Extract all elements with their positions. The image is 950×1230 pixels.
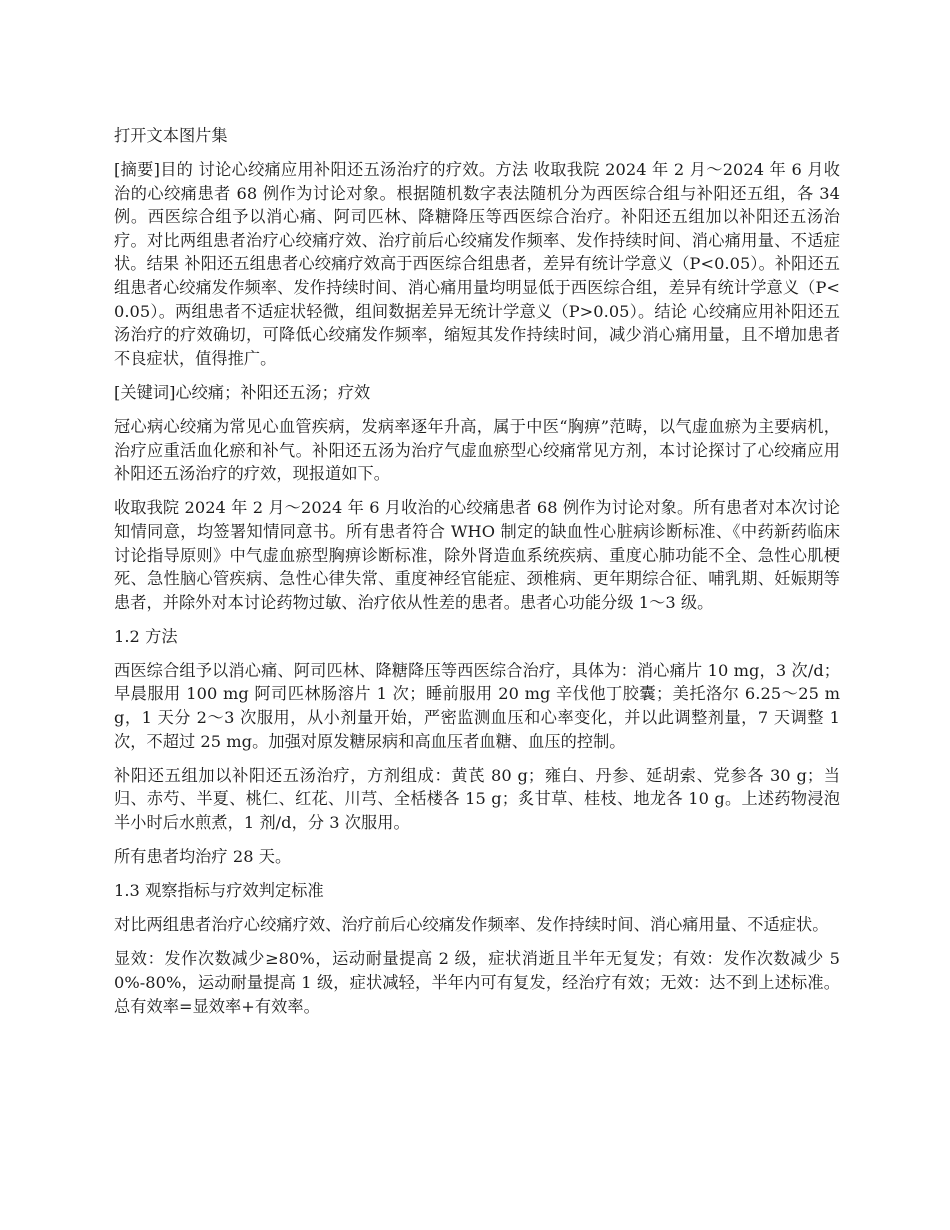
criteria-efficacy-paragraph: 显效：发作次数减少≥80%，运动耐量提高 2 级，症状消逝且半年无复发；有效：发作次数减少 50%-80%，运动耐量提高 1 级，症状减轻，半年内可有复发，经治疗有效；无效：达不到上述标准。总有效率=显效率+有效率。 (114, 949, 840, 1016)
document-title: 打开文本图片集 (114, 126, 228, 145)
subjects-paragraph: 收取我院 2024 年 2 月～2024 年 6 月收治的心绞痛患者 68 例作为讨论对象。所有患者对本次讨论知情同意，均签署知情同意书。所有患者符合 WHO 制定的缺血性心脏病诊断标准、《中药新药临床讨论指导原则》中气虚血瘀型胸痹诊断标准，除外肾造血系统疾病、重度心肺功能不全、急性心肌梗死、急性脑心管疾病、急性心律失常、重度神经官能症、颈椎病、更年期综合征、哺乳期、妊娠期等患者，并除外对本讨论药物过敏、治疗依从性差的患者。患者心功能分级 1～3 级。 (114, 498, 840, 612)
abstract-paragraph: [摘要]目的 讨论心绞痛应用补阳还五汤治疗的疗效。方法 收取我院 2024 年 2 月～2024 年 6 月收治的心绞痛患者 68 例作为讨论对象。根据随机数字表法随机分为西医综合组与补阳还五组，各 34 例。西医综合组予以消心痛、阿司匹林、降糖降压等西医综合治疗。补阳还五组加以补阳还五汤治疗。对比两组患者治疗心绞痛疗效、治疗前后心绞痛发作频率、发作持续时间、消心痛用量、不适症状。结果 补阳还五组患者心绞痛疗效高于西医综合组患者，差异有统计学意义（P<0.05）。补阳还五组患者心绞痛发作频率、发作持续时间、消心痛用量均明显低于西医综合组，差异有统计学意义（P<0.05）。两组患者不适症状轻微，组间数据差异无统计学意义（P>0.05）。结论 心绞痛应用补阳还五汤治疗的疗效确切，可降低心绞痛发作频率，缩短其发作持续时间，减少消心痛用量，且不增加患者不良症状，值得推广。 (114, 160, 840, 368)
methods-tcm-paragraph: 补阳还五组加以补阳还五汤治疗，方剂组成：黄芪 80 g；雍白、丹参、延胡索、党参各 30 g；当归、赤芍、半夏、桃仁、红花、川芎、全栝楼各 15 g；炙甘草、桂枝、地龙各 10 g。上述药物浸泡半小时后水煎煮，1 剂/d，分 3 次服用。 (114, 765, 840, 832)
document-page (114, 124, 840, 1029)
treatment-duration-paragraph: 所有患者均治疗 28 天。 (114, 847, 292, 867)
intro-paragraph: 冠心病心绞痛为常见心血管疾病，发病率逐年升高，属于中医“胸痹”范畴，以气虚血瘀为主要病机，治疗应重活血化瘀和补气。补阳还五汤为治疗气虚血瘀型心绞痛常见方剂，本讨论探讨了心绞痛应用补阳还五汤治疗的疗效，现报道如下。 (114, 417, 840, 484)
section-heading-criteria: 1.3 观察指标与疗效判定标准 (114, 881, 324, 901)
methods-western-paragraph: 西医综合组予以消心痛、阿司匹林、降糖降压等西医综合治疗，具体为：消心痛片 10 mg，3 次/d；早晨服用 100 mg 阿司匹林肠溶片 1 次；睡前服用 20 mg 辛伐他丁胶囊；美托洛尔 6.25～25 mg，1 天分 2～3 次服用，从小剂量开始，严密监测血压和心率变化，并以此调整剂量，7 天调整 1 次，不超过 25 mg。加强对原发糖尿病和高血压者血糖、血压的控制。 (114, 660, 840, 751)
section-heading-methods: 1.2 方法 (114, 626, 178, 646)
criteria-indicators-paragraph: 对比两组患者治疗心绞痛疗效、治疗前后心绞痛发作频率、发作持续时间、消心痛用量、不适症状。 (114, 915, 829, 935)
keywords-paragraph: [关键词]心绞痛；补阳还五汤；疗效 (114, 382, 371, 402)
